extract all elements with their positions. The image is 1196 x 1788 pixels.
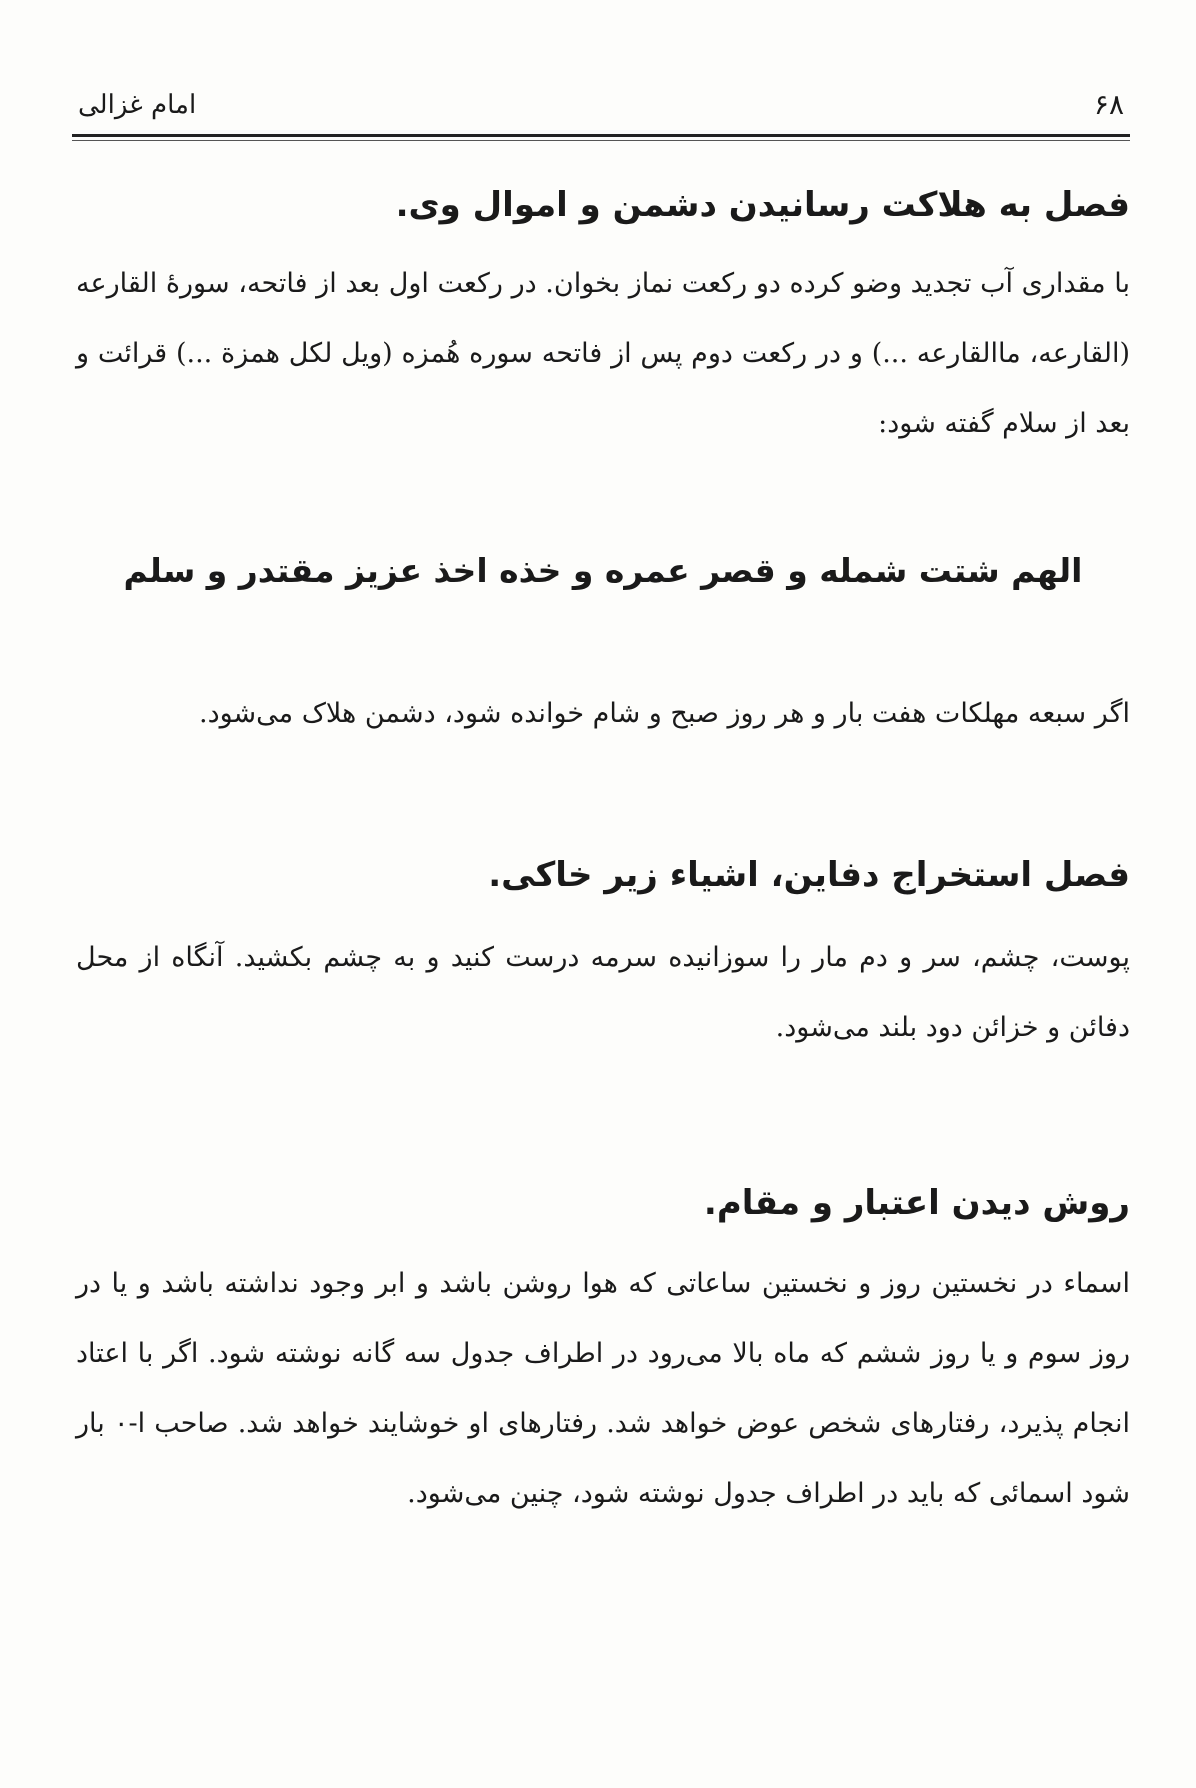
page-body	[76, 175, 1130, 1529]
section-heading-status-method: روش دیدن اعتبار و مقام.	[703, 1183, 1130, 1223]
paragraph-status-method: اسماء در نخستین روز و نخستین ساعاتی که هوا روشن باشد و ابر وجود نداشته باشد و یا در روز سوم و یا روز ششم که ماه بالا می‌رود در اطراف جدول سه گانه نوشته شود. اگر با اعتاد انجام پذیرد، رفتارهای شخص عوض خواهد شد. رفتارهای او خوشایند خواهد شد. صاحب ا-۰ بار شود اسمائی که باید در اطراف جدول نوشته شود، چنین می‌شود.	[76, 1268, 1130, 1509]
prayer-text: الهم شتت شمله و قصر عمره و خذه اخذ عزیز مقتدر و سلم	[123, 551, 1083, 590]
section-heading-buried-treasure: فصل استخراج دفاین، اشیاء زیر خاکی.	[488, 855, 1130, 895]
running-title: امام غزالی	[78, 90, 197, 120]
paragraph-prayer-instructions: با مقداری آب تجدید وضو کرده دو رکعت نماز بخوان. در رکعت اول بعد از فاتحه، سورهٔ القارعه (القارعه، ماالقارعه ...) و در رکعت دوم پس از فاتحه سوره هُمزه (ویل لکل همزة ...) قرائت و بعد از سلام گفته شود:	[76, 268, 1130, 439]
section-heading-destroy-enemy: فصل به هلاکت رسانیدن دشمن و اموال وی.	[395, 185, 1130, 225]
paragraph-treasure-method: پوست، چشم، سر و دم مار را سوزانیده سرمه درست کنید و به چشم بکشید. آنگاه از محل دفائن و خزائن دود بلند می‌شود.	[76, 942, 1130, 1043]
page-number: ۶۸	[1093, 88, 1124, 121]
paragraph-recitation-note: اگر سبعه مهلکات هفت بار و هر روز صبح و شام خوانده شود، دشمن هلاک می‌شود.	[199, 698, 1130, 729]
page-header	[72, 82, 1130, 137]
